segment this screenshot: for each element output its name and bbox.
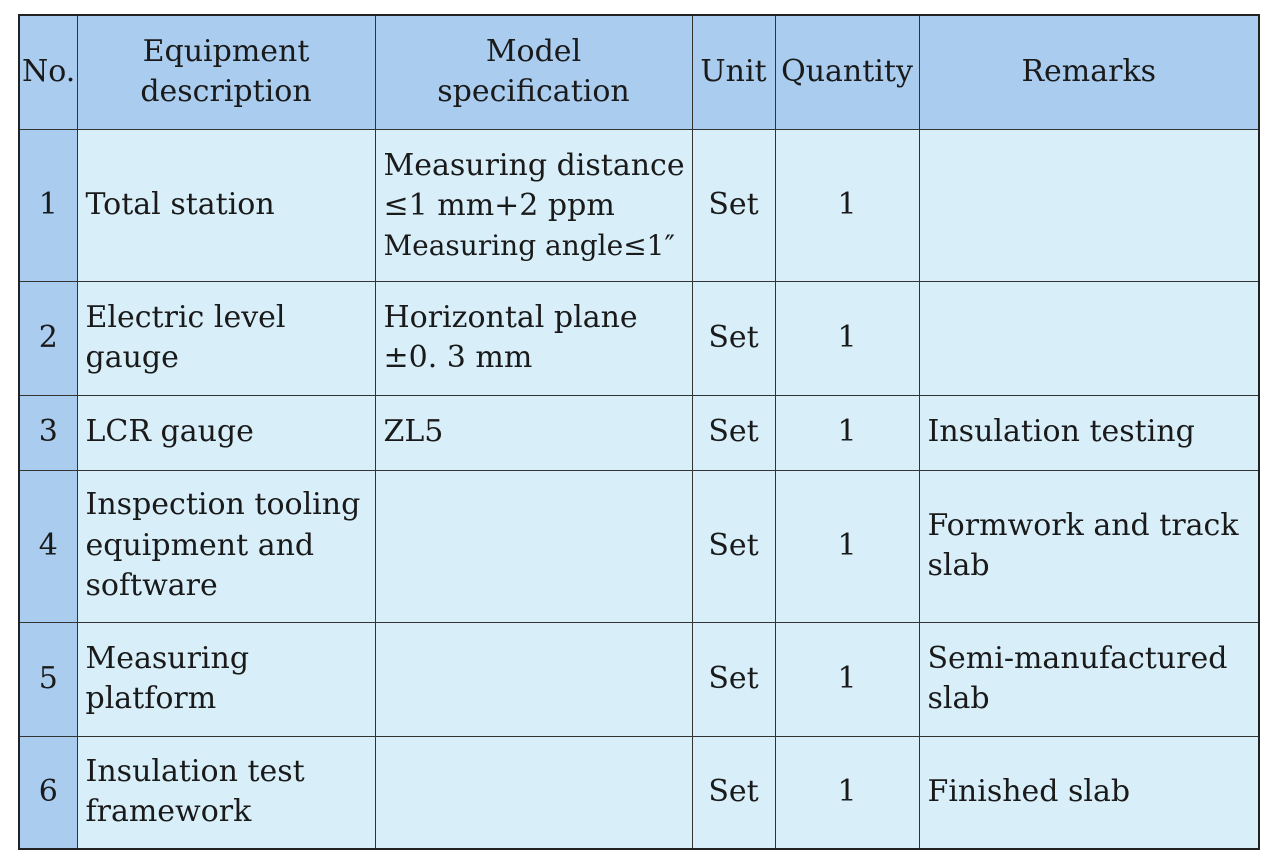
cell-text-line: Insulation testing bbox=[927, 414, 1195, 450]
equipment-description-cell bbox=[77, 470, 375, 622]
remarks-cell bbox=[919, 281, 1259, 395]
cell-text-line: LCR gauge bbox=[85, 414, 254, 450]
quantity-cell: 1 bbox=[775, 470, 919, 622]
quantity-cell: 1 bbox=[775, 281, 919, 395]
header-no: No. bbox=[19, 15, 77, 129]
table-header-row bbox=[19, 15, 1259, 129]
cell-text-line: Semi-manufactured bbox=[927, 640, 1228, 676]
equipment-description-cell bbox=[77, 129, 375, 281]
cell-text-line: Total station bbox=[85, 186, 275, 222]
equipment-description-cell bbox=[77, 281, 375, 395]
unit-cell: Set bbox=[692, 470, 775, 622]
header-text-line: description bbox=[140, 74, 312, 110]
row-number: 3 bbox=[19, 395, 77, 470]
cell-text-line: Formwork and track bbox=[927, 507, 1239, 543]
table-row bbox=[19, 395, 1259, 470]
model-specification-cell bbox=[375, 736, 692, 849]
cell-text-line: slab bbox=[927, 681, 990, 716]
row-number: 1 bbox=[19, 129, 77, 281]
unit-cell: Set bbox=[692, 736, 775, 849]
remarks-cell bbox=[919, 470, 1259, 622]
model-specification-cell bbox=[375, 395, 692, 470]
equipment-description-cell bbox=[77, 622, 375, 736]
header-quantity: Quantity bbox=[775, 15, 919, 129]
header-text-line: specification bbox=[437, 74, 630, 110]
table-row bbox=[19, 470, 1259, 622]
cell-text-line: Measuring angle≤1″ bbox=[383, 228, 675, 262]
equipment-description-cell bbox=[77, 736, 375, 849]
model-specification-cell bbox=[375, 129, 692, 281]
table-row bbox=[19, 129, 1259, 281]
remarks-cell bbox=[919, 736, 1259, 849]
table-row bbox=[19, 622, 1259, 736]
row-number: 2 bbox=[19, 281, 77, 395]
header-remarks: Remarks bbox=[919, 15, 1259, 129]
cell-text-line: Horizontal plane bbox=[383, 299, 638, 335]
cell-text-line: framework bbox=[85, 794, 252, 830]
row-number: 6 bbox=[19, 736, 77, 849]
quantity-cell: 1 bbox=[775, 736, 919, 849]
table-row bbox=[19, 736, 1259, 849]
cell-text-line: equipment and bbox=[85, 527, 315, 563]
unit-cell: Set bbox=[692, 622, 775, 736]
quantity-cell: 1 bbox=[775, 395, 919, 470]
cell-text-line: platform bbox=[85, 681, 217, 716]
remarks-cell bbox=[919, 395, 1259, 470]
cell-text-line: ≤1 mm+2 ppm bbox=[383, 188, 615, 224]
unit-cell: Set bbox=[692, 129, 775, 281]
header-text-line: Model bbox=[485, 33, 582, 69]
header-model-specification bbox=[375, 15, 692, 129]
header-equipment-description bbox=[77, 15, 375, 129]
cell-text-line: slab bbox=[927, 548, 990, 583]
table-row bbox=[19, 281, 1259, 395]
cell-text-line: Insulation test bbox=[85, 753, 305, 789]
row-number: 4 bbox=[19, 470, 77, 622]
model-specification-cell bbox=[375, 622, 692, 736]
unit-cell: Set bbox=[692, 281, 775, 395]
cell-text-line: ZL5 bbox=[383, 414, 444, 450]
cell-text-line: Finished slab bbox=[927, 774, 1131, 809]
quantity-cell: 1 bbox=[775, 622, 919, 736]
cell-text-line: software bbox=[85, 568, 218, 604]
cell-text-line: Measuring distance bbox=[383, 147, 685, 183]
model-specification-cell bbox=[375, 470, 692, 622]
remarks-cell bbox=[919, 129, 1259, 281]
quantity-cell: 1 bbox=[775, 129, 919, 281]
remarks-cell bbox=[919, 622, 1259, 736]
unit-cell: Set bbox=[692, 395, 775, 470]
equipment-table-container bbox=[18, 14, 1258, 848]
header-unit: Unit bbox=[692, 15, 775, 129]
cell-text-line: Measuring bbox=[85, 640, 250, 676]
model-specification-cell bbox=[375, 281, 692, 395]
cell-text-line: Electric level bbox=[85, 299, 286, 335]
cell-text-line: Inspection tooling bbox=[85, 487, 361, 523]
header-text-line: Equipment bbox=[142, 33, 310, 69]
cell-text-line: ±0. 3 mm bbox=[383, 340, 533, 375]
row-number: 5 bbox=[19, 622, 77, 736]
equipment-table bbox=[18, 14, 1260, 850]
cell-text-line: gauge bbox=[85, 340, 179, 375]
equipment-description-cell bbox=[77, 395, 375, 470]
